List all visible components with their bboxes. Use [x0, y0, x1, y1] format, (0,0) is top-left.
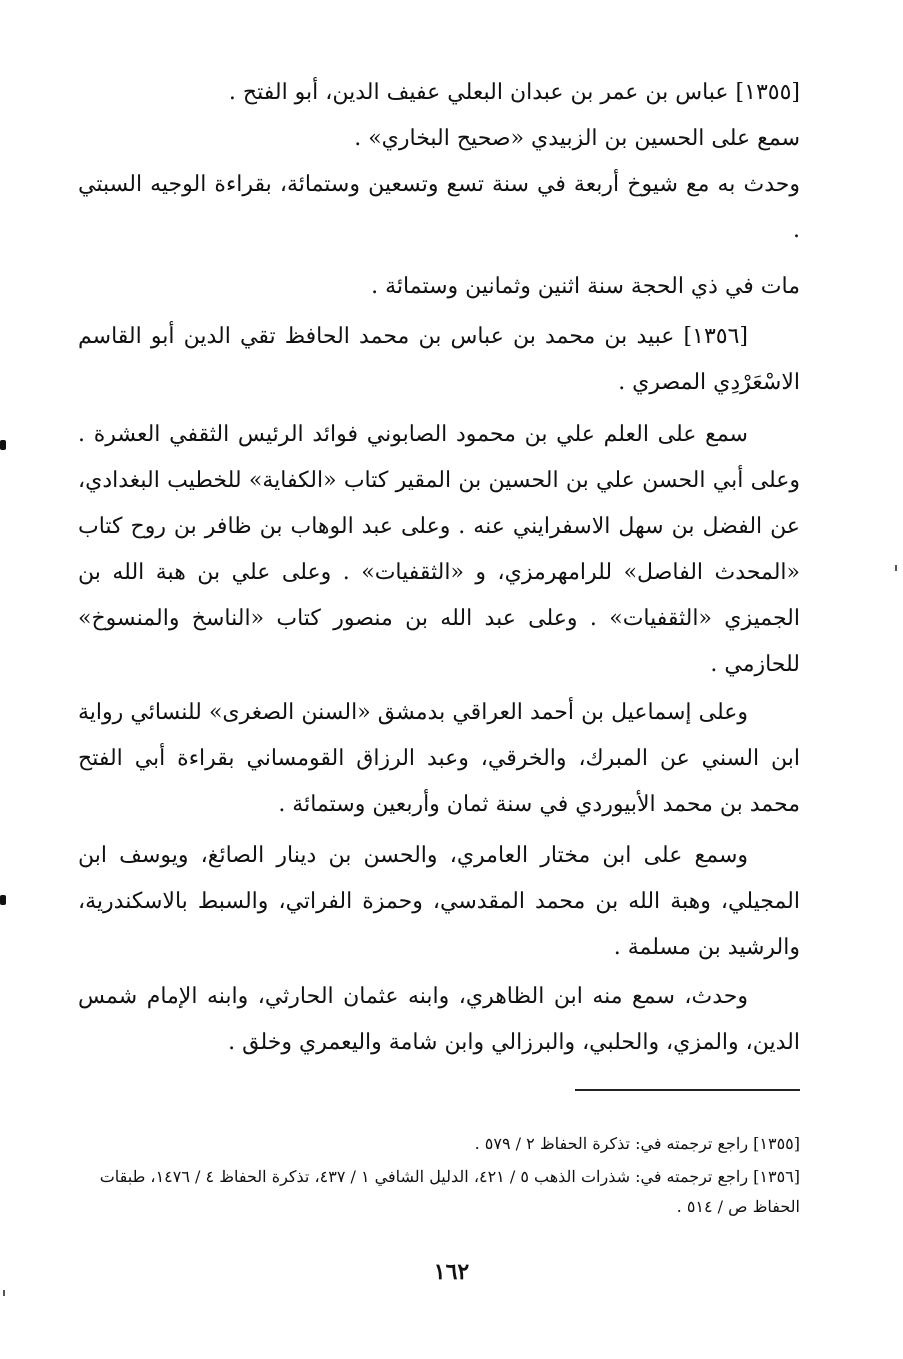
entry-1355-heard: سمع على الحسين بن الزبيدي «صحيح البخاري» . [354, 126, 800, 151]
entry-1355-heading: [١٣٥٥] عباس بن عمر بن عبدان البعلي عفيف الدين، أبو الفتح . [228, 80, 800, 105]
entry-1356-ismail: وعلى إسماعيل بن أحمد العراقي بدمشق «السنن الصغرى» للنسائي رواية ابن السني عن المبرك، والخرقي، وعبد الرزاق القومساني بقراءة أبي الفتح محمد بن محمد الأبيوردي في سنة ثمان وأربعين وستمائة . [78, 700, 800, 817]
margin-mark [0, 440, 6, 450]
entry-1356-heading: [١٣٥٦] عبيد بن محمد بن عباس بن محمد الحافظ تقي الدين أبو القاسم الاسْعَرْدِي المصري . [78, 324, 800, 395]
footnote-1356: [١٣٥٦] راجع ترجمته في: شذرات الذهب ٥ / ٤٢١، الدليل الشافي ١ / ٤٣٧، تذكرة الحفاظ ٤ / ١٤٧٦، طبقات الحفاظ ص / ٥١٤ . [99, 1167, 800, 1216]
entry-1355-narrated: وحدث به مع شيوخ أربعة في سنة تسع وتسعين وستمائة، بقراءة الوجيه السبتي . [78, 172, 800, 243]
page-number: ١٦٢ [433, 1259, 470, 1285]
scan-speck [895, 565, 897, 571]
entry-1356-others: وسمع على ابن مختار العامري، والحسن بن دينار الصائغ، ويوسف ابن المجيلي، وهبة الله بن محمد المقدسي، وحمزة الفراتي، والسبط بالاسكندرية، والرشيد بن مسلمة . [78, 843, 800, 960]
entry-1356-students: وحدث، سمع منه ابن الظاهري، وابنه عثمان الحارثي، وابنه الإمام شمس الدين، والمزي، والحلبي، والبرزالي وابن شامة واليعمري وخلق . [78, 984, 800, 1055]
margin-mark [0, 895, 6, 905]
entry-1355-death: مات في ذي الحجة سنة اثنين وثمانين وستمائة . [371, 274, 800, 299]
scan-speck [3, 1290, 5, 1296]
footnote-divider [575, 1089, 800, 1091]
entry-1356-heard: سمع على العلم علي بن محمود الصابوني فوائد الرئيس الثقفي العشرة . وعلى أبي الحسن علي بن الحسين بن المقير كتاب «الكفاية» للخطيب البغدادي، عن الفضل بن سهل الاسفرايني عنه . وعلى عبد الوهاب بن ظافر بن روح كتاب «المحدث الفاصل» للرامهرمزي، و «الثقفيات» . وعلى علي بن هبة الله بن الجميزي «الثقفيات» . وعلى عبد الله بن منصور كتاب «الناسخ والمنسوخ» للحازمي . [78, 422, 800, 677]
footnote-1355: [١٣٥٥] راجع ترجمته في: تذكرة الحفاظ ٢ / ٥٧٩ . [474, 1134, 800, 1153]
